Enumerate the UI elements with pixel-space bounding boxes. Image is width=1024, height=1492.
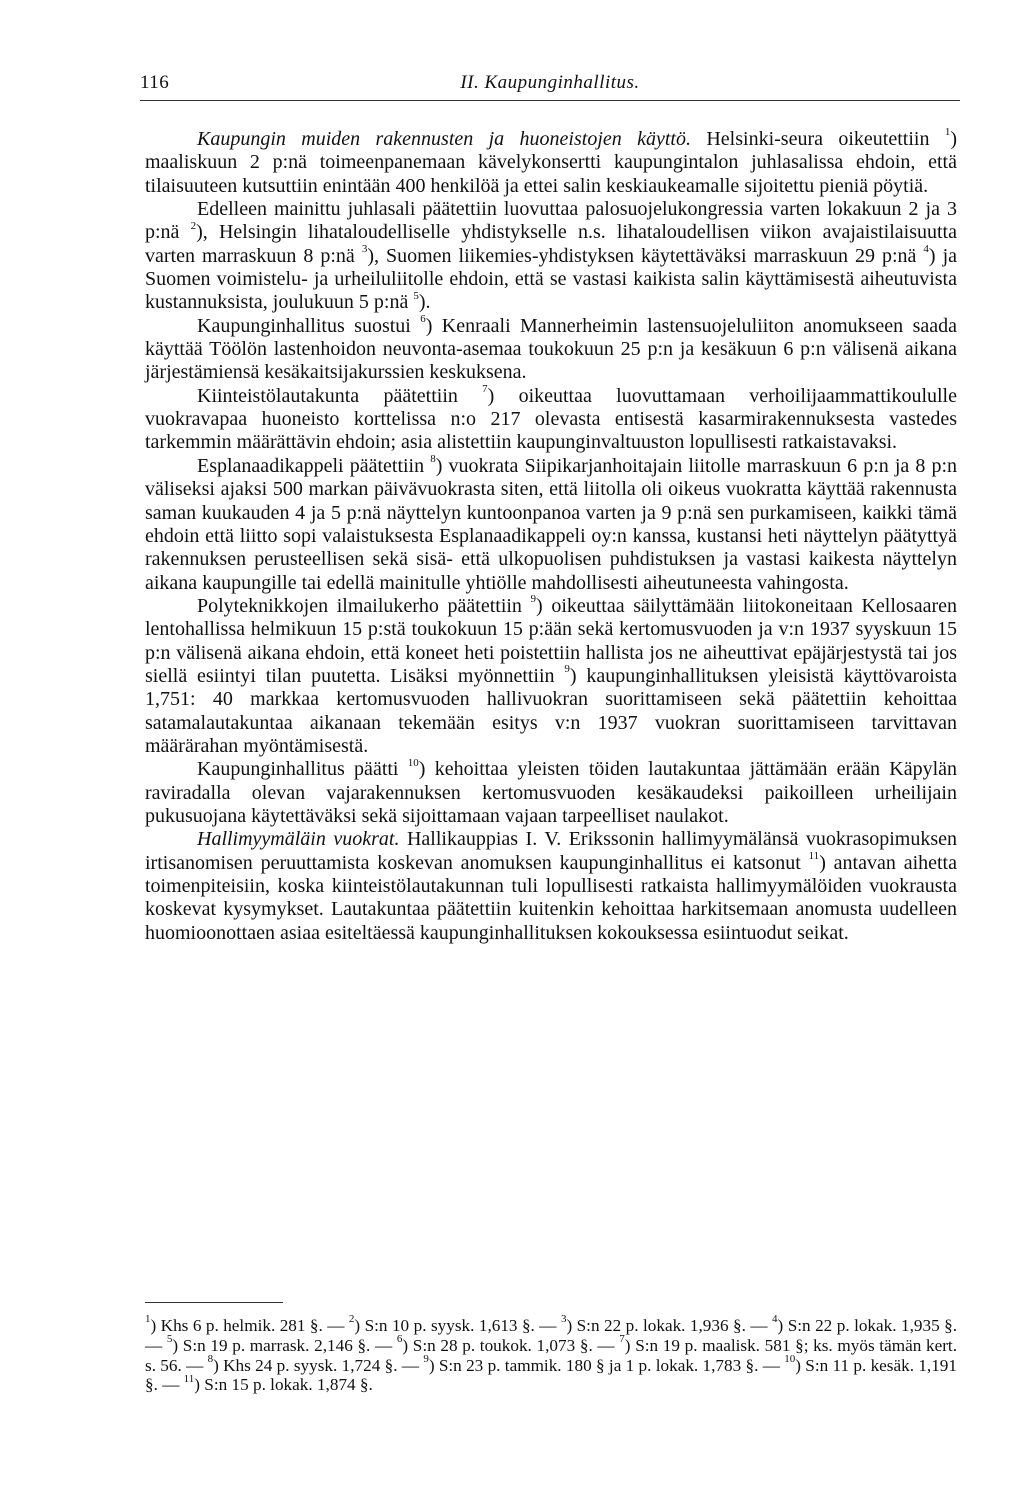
footnote <box>166 1333 397 1355</box>
footnote-ref: 6 <box>420 313 426 326</box>
body-text <box>145 128 957 945</box>
paragraph <box>145 198 957 315</box>
paragraph-text: ), Helsingin lihataloudelliselle yhdistykselle n.s. lihataloudellisen viikon avajaistilaisuutta varten marraskuun 8 p:nä <box>145 221 957 267</box>
paragraph-text: ) antavan aihetta toimenpiteisiin, koska kiinteistölautakunnan tuli lopullisesti ratkaista hallimyymälöiden vuokrausta koskevat kysymykset. Lautakuntaa päätettiin kuitenkin kehoittaa harkitsemaan anomusta uudelleen huomioonottaen asiaa esiteltäessä kaupunginhallituksen kokouksessa esiintuodut seikat. <box>145 851 957 944</box>
footnote <box>396 1333 620 1355</box>
footnote-ref: 7 <box>482 383 488 396</box>
section-heading: Kaupungin muiden rakennusten ja huoneistojen käyttö. <box>197 128 691 150</box>
paragraph-text: ) ja Suomen voimistelu- ja urheiluliitolle ehdoin, että se vastasi kaikista salin käyttämisestä aiheutuvista kustannuksista, joulukuun 5 p:nä <box>145 244 957 314</box>
paragraph <box>145 455 957 595</box>
footnote-number: 7 <box>619 1333 625 1346</box>
paragraph <box>145 128 957 198</box>
footnote-text: ) S:n 22 p. lokak. 1,936 §. — <box>566 1316 773 1335</box>
paragraph-text: ). <box>418 291 431 314</box>
footnote-ref: 11 <box>808 850 820 862</box>
footnote-text: ) S:n 22 p. lokak. 1,935 §. — <box>145 1316 958 1355</box>
footnote-number: 3 <box>560 1313 567 1326</box>
footnote-number: 11 <box>183 1372 195 1385</box>
footnote-text: ) S:n 10 p. syysk. 1,613 §. — <box>354 1316 561 1335</box>
footnote <box>423 1352 785 1375</box>
paragraph-text: Kiinteistölautakunta päätettiin <box>197 384 483 407</box>
footnote-text: ) S:n 28 p. toukok. 1,073 §. — <box>402 1335 620 1355</box>
paragraph-text: Hallikauppias I. V. Erikssonin hallimyymälänsä vuokrasopimuksen irtisanomisen peruuttamista koskevan anomuksen kaupunginhallitus ei katsonut <box>145 828 957 874</box>
paragraph-text: Helsinki-seura oikeutettiin <box>690 128 945 150</box>
page-header <box>140 72 960 100</box>
paragraph-text: ) kehoittaa yleisten töiden lautakuntaa jättämään erään Käpylän raviradalla olevan vajarakennuksen kertomusvuoden kesäkaudeksi paikoilleen urheilijain pukusuojana käytettäväksi sekä sijoittamaan vajaan tarpeelliset naulakot. <box>145 758 958 827</box>
paragraph-text: ) vuokrata Siipikarjanhoitajain liitolle marraskuun 6 p:n ja 8 p:n väliseksi ajaksi 500 markan päivävuokrasta siten, että liitolla oli oikeus vuokratta käyttää rakennusta saman kuukauden 4 ja 5 p:nä näyttelyn kuntoonpanoa varten ja 9 p:nä sen purkamiseen, kaikki tämä ehdoin että liitto sopi valaistuksesta Esplanaadikappeli oy:n kanssa, kustansi heti näyttelyn päätyttyä rakennuksen perusteellisen sekä sisä- että ulkopuolisen puhdistuksen ja vastasi kaikesta näyttelyn aikana kaupungille tai edellä mainitulle yhtiölle mahdollisesti aiheutuneesta vahingosta. <box>145 454 957 594</box>
paragraph-text: Edelleen mainittu juhlasali päätettiin luovuttaa palosuojelukongressia varten lokakuun 2 ja 3 p:nä <box>145 198 957 244</box>
footnote-number: 2 <box>348 1313 355 1326</box>
footnote-text: ) S:n 19 p. maalisk. 581 §; ks. myös tämän kert. s. 56. — <box>145 1335 957 1375</box>
footnote-number: 10 <box>784 1352 796 1365</box>
paragraph <box>145 595 957 758</box>
footnote-text: ) Khs 24 p. syysk. 1,724 §. — <box>213 1355 424 1375</box>
section-heading: Hallimyymäläin vuokrat. <box>197 828 400 851</box>
footnote-text: ) S:n 23 p. tammik. 180 § ja 1 p. lokak. 1,783 §. — <box>428 1355 785 1375</box>
footnote <box>145 1313 349 1335</box>
footnote-number: 4 <box>772 1313 778 1326</box>
footnote-ref: 4 <box>923 243 929 256</box>
paragraph <box>145 385 957 455</box>
footnotes <box>145 1313 958 1395</box>
paragraph-text: ), Suomen liikemies-yhdistyksen käytettäväksi marraskuun 29 p:nä <box>367 244 924 267</box>
header-rule <box>140 100 960 101</box>
paragraph <box>145 315 957 385</box>
footnote-ref: 9 <box>530 593 537 606</box>
footnote <box>183 1372 373 1395</box>
footnote-ref: 2 <box>190 219 197 232</box>
footnote-block <box>145 1313 958 1395</box>
paragraph-text: ) Kenraali Mannerheimin lastensuojeluliiton anomukseen saada käyttää Töölön lastenhoidon neuvonta-asemaa toukokuun 25 p:n ja kesäkuun 6 p:n välisenä aikana järjestämiensä kesäkaitsijakurssien keskuksena. <box>145 314 957 384</box>
footnote-ref: 8 <box>430 453 436 466</box>
paragraph-text: Kaupunginhallitus päätti <box>197 758 408 781</box>
paragraph-text: ) maaliskuun 2 p:nä toimeenpanemaan kävelykonsertti kaupungintalon juhlasalissa ehdoin, että tilaisuuteen kutsuttiin enintään 400 henkilöä ja ettei salin keskiaukeamalle sijoitettu pieniä pöytiä. <box>145 128 957 197</box>
paragraph-text: ) kaupunginhallituksen yleisistä käyttövaroista 1,751: 40 markkaa kertomusvuoden hallivuokran suorittamiseen sekä päätettiin kehoittaa satamalautakuntaa aikanaan tekemään esitys v:n 1937 vuokran suorittamiseen tarvittavan määrärahan myöntämisestä. <box>145 664 957 757</box>
footnote-number: 5 <box>166 1333 173 1346</box>
footnote-number: 1 <box>145 1313 151 1326</box>
footnote-ref: 9 <box>564 663 570 676</box>
footnote-ref: 1 <box>944 126 951 139</box>
paragraph-text: Kaupunginhallitus suostui <box>197 314 421 337</box>
footnote-text: ) S:n 15 p. lokak. 1,874 §. <box>194 1375 373 1395</box>
footnote-ref: 10 <box>407 756 419 769</box>
footnote-rule <box>145 1302 283 1303</box>
footnote <box>560 1313 773 1335</box>
footnote-text: ) S:n 11 p. kesäk. 1,191 §. — <box>145 1355 957 1395</box>
footnote <box>207 1352 424 1375</box>
paragraph-text: ) oikeuttaa luovuttamaan verhoilijaammattikoululle vuokravapaa huoneisto korttelissa n:o 217 olevasta entisestä kasarmirakennuksesta vastedes tarkemmin määrättävin ehdoin; asia alistettiin kaupunginvaltuuston lopullisesti ratkaistavaksi. <box>145 384 957 454</box>
footnote-number: 8 <box>207 1352 214 1365</box>
paragraph-text: ) oikeuttaa säilyttämään liitokoneitaan Kellosaaren lentohallissa helmikuun 15 p:stä toukokuun 15 p:ään sekä kertomusvuoden ja v:n 1937 syyskuun 15 p:n välisenä aikana ehdoin, että koneet heti poistettiin hallista jos ne aiheuttivat epäjärjestystä tai jos siellä esiintyi tilan puutetta. Lisäksi myönnettiin <box>145 594 957 687</box>
paragraph-text: Polyteknikkojen ilmailukerho päätettiin <box>197 594 531 617</box>
page-number: 116 <box>140 72 170 93</box>
running-title: II. Kaupunginhallitus. <box>460 72 640 93</box>
paragraph <box>145 828 957 945</box>
footnote-ref: 5 <box>413 289 419 302</box>
paragraph <box>145 758 957 828</box>
footnote-number: 9 <box>423 1352 429 1365</box>
footnote-text: ) Khs 6 p. helmik. 281 §. — <box>150 1316 349 1335</box>
footnote-text: ) S:n 19 p. marrask. 2,146 §. — <box>172 1335 397 1355</box>
footnote-number: 6 <box>396 1333 403 1346</box>
footnote-ref: 3 <box>361 243 368 256</box>
paragraph-text: Esplanaadikappeli päätettiin <box>197 454 431 477</box>
footnote <box>348 1313 561 1335</box>
